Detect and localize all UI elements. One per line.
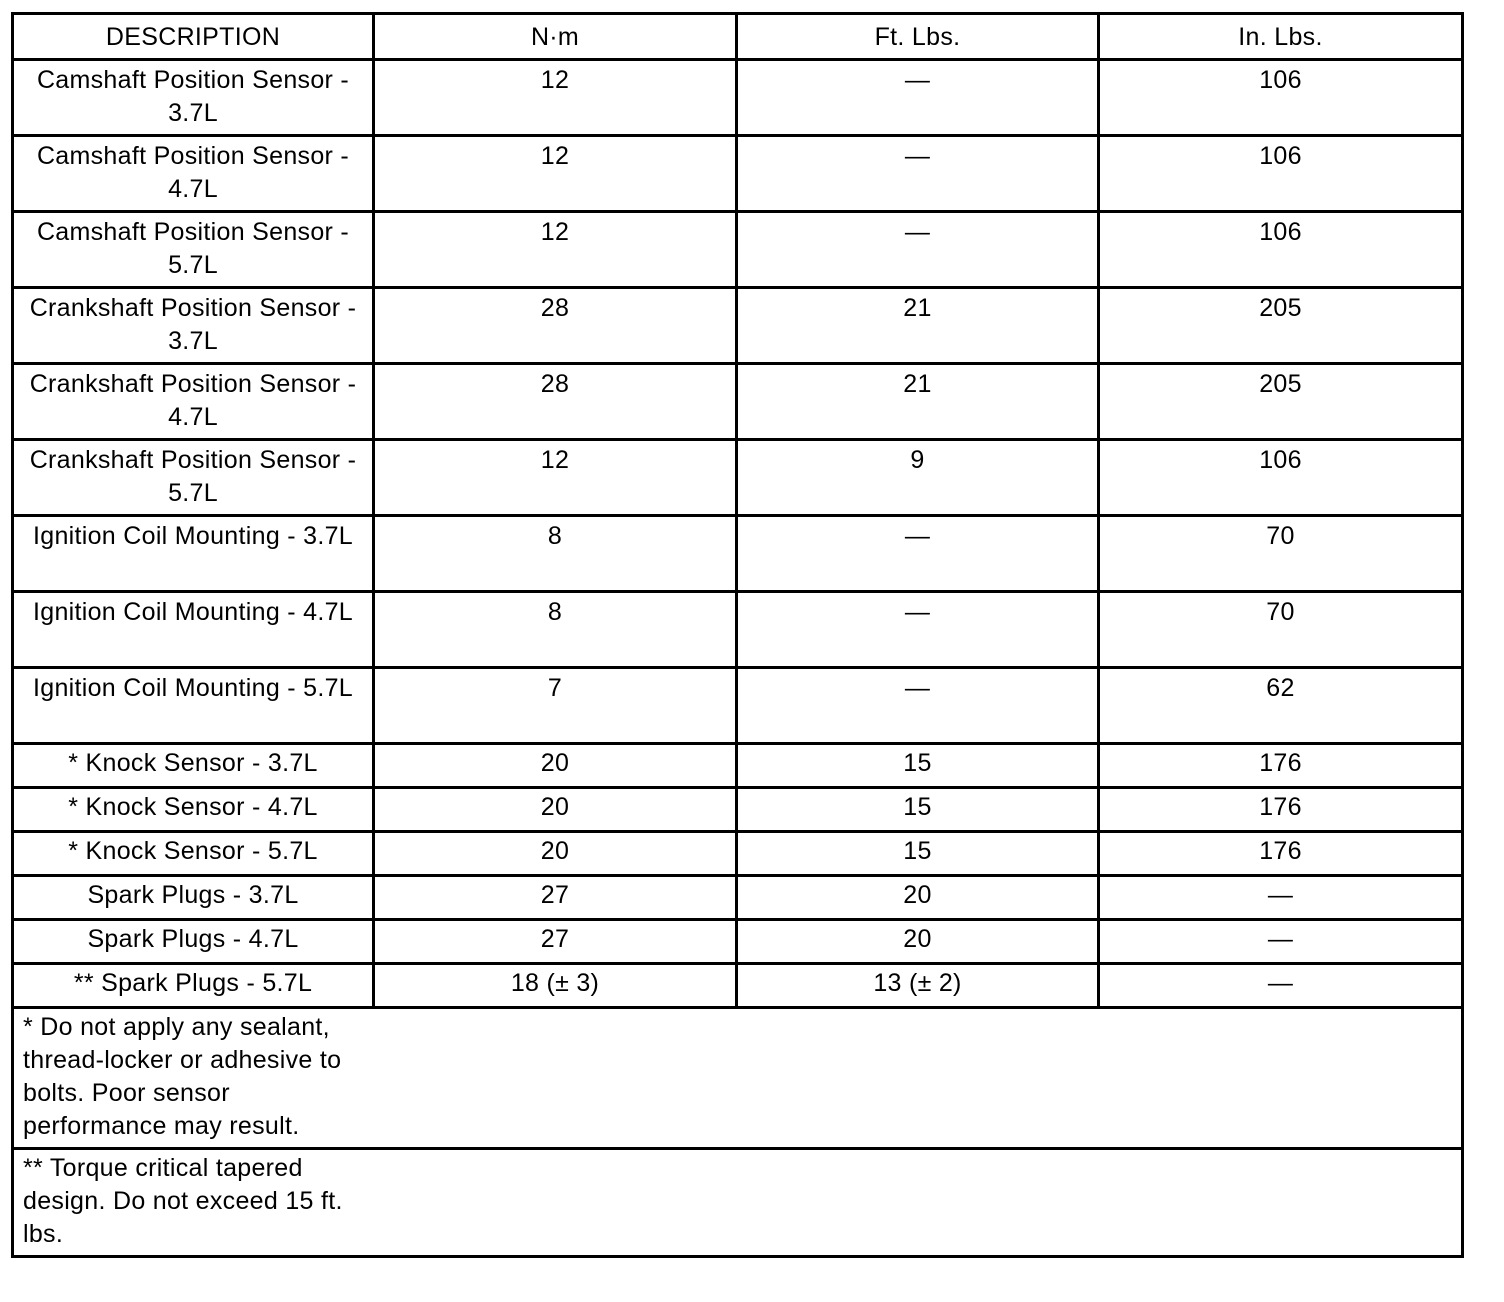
nm-cell: 20 [374, 832, 737, 876]
description-cell: Ignition Coil Mounting - 4.7L [13, 592, 374, 668]
footnote-row [13, 1008, 1463, 1149]
in-lbs-cell: — [1099, 964, 1463, 1008]
in-lbs-cell: — [1099, 876, 1463, 920]
header-description: DESCRIPTION [13, 14, 374, 60]
nm-cell: 12 [374, 212, 737, 288]
description-cell: Spark Plugs - 3.7L [13, 876, 374, 920]
ft-lbs-cell: 21 [737, 364, 1099, 440]
table-row [13, 744, 1463, 788]
in-lbs-cell: 106 [1099, 136, 1463, 212]
table-row [13, 212, 1463, 288]
description-cell: Camshaft Position Sensor - 3.7L [13, 60, 374, 136]
table-row [13, 920, 1463, 964]
footnote-cell [13, 1008, 1463, 1149]
nm-cell: 20 [374, 788, 737, 832]
in-lbs-cell: 106 [1099, 440, 1463, 516]
in-lbs-cell: 106 [1099, 60, 1463, 136]
ft-lbs-cell: 15 [737, 832, 1099, 876]
nm-cell: 12 [374, 440, 737, 516]
description-cell: Crankshaft Position Sensor - 3.7L [13, 288, 374, 364]
description-cell: Crankshaft Position Sensor - 5.7L [13, 440, 374, 516]
description-cell: ** Spark Plugs - 5.7L [13, 964, 374, 1008]
header-nm: N·m [374, 14, 737, 60]
in-lbs-cell: 176 [1099, 788, 1463, 832]
table-row [13, 832, 1463, 876]
table-row [13, 592, 1463, 668]
ft-lbs-cell: — [737, 60, 1099, 136]
description-cell: Camshaft Position Sensor - 4.7L [13, 136, 374, 212]
nm-cell: 8 [374, 516, 737, 592]
ft-lbs-cell: 21 [737, 288, 1099, 364]
nm-cell: 27 [374, 920, 737, 964]
in-lbs-cell: — [1099, 920, 1463, 964]
table-row [13, 440, 1463, 516]
description-cell: Camshaft Position Sensor - 5.7L [13, 212, 374, 288]
header-ft-lbs: Ft. Lbs. [737, 14, 1099, 60]
nm-cell: 20 [374, 744, 737, 788]
table-row [13, 668, 1463, 744]
ft-lbs-cell: — [737, 516, 1099, 592]
table-row [13, 876, 1463, 920]
header-in-lbs: In. Lbs. [1099, 14, 1463, 60]
ft-lbs-cell: 20 [737, 876, 1099, 920]
in-lbs-cell: 70 [1099, 516, 1463, 592]
nm-cell: 8 [374, 592, 737, 668]
torque-specifications-table [11, 12, 1461, 1258]
ft-lbs-cell: — [737, 592, 1099, 668]
in-lbs-cell: 205 [1099, 364, 1463, 440]
in-lbs-cell: 205 [1099, 288, 1463, 364]
footnote-single-asterisk: * Do not apply any sealant, thread-locker or adhesive to bolts. Poor sensor performance may result. [23, 1013, 342, 1140]
in-lbs-cell: 106 [1099, 212, 1463, 288]
nm-cell: 28 [374, 288, 737, 364]
description-cell: * Knock Sensor - 4.7L [13, 788, 374, 832]
nm-cell: 27 [374, 876, 737, 920]
nm-cell: 12 [374, 60, 737, 136]
description-cell: * Knock Sensor - 5.7L [13, 832, 374, 876]
ft-lbs-cell: 15 [737, 744, 1099, 788]
table-row [13, 364, 1463, 440]
nm-cell: 12 [374, 136, 737, 212]
header-row [13, 14, 1463, 60]
table-row [13, 60, 1463, 136]
description-cell: Ignition Coil Mounting - 5.7L [13, 668, 374, 744]
ft-lbs-cell: 9 [737, 440, 1099, 516]
in-lbs-cell: 62 [1099, 668, 1463, 744]
table-row [13, 136, 1463, 212]
ft-lbs-cell: — [737, 136, 1099, 212]
description-cell: * Knock Sensor - 3.7L [13, 744, 374, 788]
description-cell: Spark Plugs - 4.7L [13, 920, 374, 964]
in-lbs-cell: 176 [1099, 744, 1463, 788]
ft-lbs-cell: — [737, 668, 1099, 744]
table-row [13, 964, 1463, 1008]
torque-table [11, 12, 1464, 1258]
nm-cell: 7 [374, 668, 737, 744]
ft-lbs-cell: 20 [737, 920, 1099, 964]
in-lbs-cell: 176 [1099, 832, 1463, 876]
nm-cell: 18 (± 3) [374, 964, 737, 1008]
description-cell: Crankshaft Position Sensor - 4.7L [13, 364, 374, 440]
footnote-row [13, 1149, 1463, 1257]
ft-lbs-cell: 15 [737, 788, 1099, 832]
footnote-double-asterisk: ** Torque critical tapered design. Do not exceed 15 ft. lbs. [23, 1154, 343, 1248]
description-cell: Ignition Coil Mounting - 3.7L [13, 516, 374, 592]
in-lbs-cell: 70 [1099, 592, 1463, 668]
table-row [13, 288, 1463, 364]
footnote-cell [13, 1149, 1463, 1257]
ft-lbs-cell: 13 (± 2) [737, 964, 1099, 1008]
nm-cell: 28 [374, 364, 737, 440]
table-row [13, 516, 1463, 592]
table-row [13, 788, 1463, 832]
ft-lbs-cell: — [737, 212, 1099, 288]
